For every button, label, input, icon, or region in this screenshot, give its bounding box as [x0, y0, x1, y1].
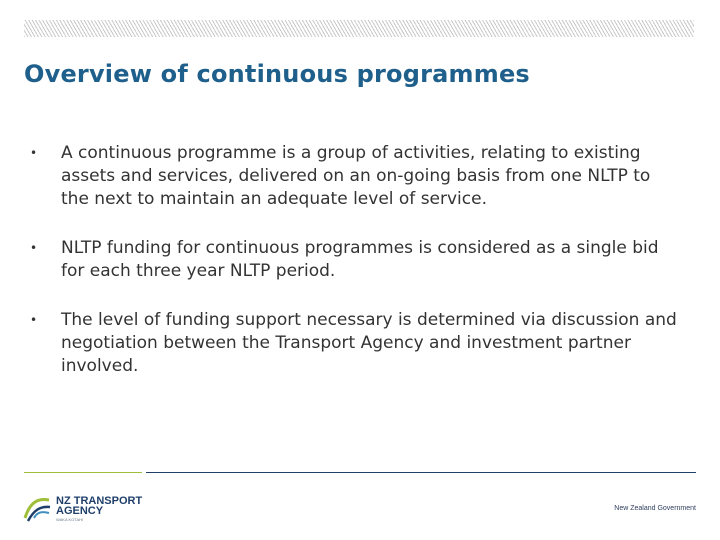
footer-divider-blue	[146, 472, 696, 473]
footer-divider-green	[24, 472, 142, 473]
government-wordmark: New Zealand Government	[614, 505, 696, 512]
bullet-dot-icon: •	[30, 146, 38, 160]
logo-text-line2: AGENCY	[56, 505, 104, 517]
decorative-hatch-band	[24, 20, 694, 37]
bullet-item	[30, 237, 680, 283]
nz-transport-agency-logo	[22, 494, 143, 524]
logo-text-line3: WAKA KOTAHI	[56, 517, 84, 522]
bullet-dot-icon: •	[30, 313, 38, 327]
bullet-text: A continuous programme is a group of activities, relating to existing assets and services, delivered on an on-going basis from one NLTP to the next to maintain an adequate level of service.	[61, 143, 651, 209]
bullet-item	[30, 142, 680, 211]
transport-agency-logo-icon	[22, 494, 52, 524]
bullet-text: NLTP funding for continuous programmes is considered as a single bid for each three year NLTP period.	[61, 238, 659, 281]
bullet-text: The level of funding support necessary is determined via discussion and negotiation between the Transport Agency and investment partner involved.	[61, 310, 677, 376]
slide-title: Overview of continuous programmes	[24, 60, 530, 88]
bullet-dot-icon: •	[30, 241, 38, 255]
bullet-list	[30, 142, 680, 404]
logo-text-line1: NZ TRANSPORT	[56, 495, 143, 507]
bullet-item	[30, 309, 680, 378]
